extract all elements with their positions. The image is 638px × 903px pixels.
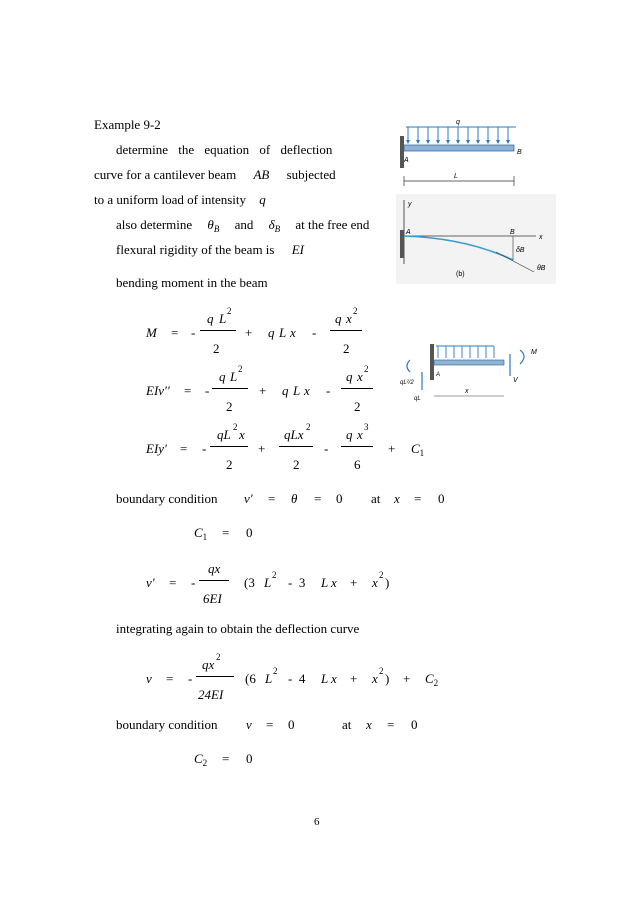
- intro-line-4-text: also determine: [116, 217, 193, 232]
- page-number: 6: [314, 816, 320, 828]
- svg-text:A: A: [404, 157, 409, 164]
- integrate-label: integrating again to obtain the deflection curve: [116, 621, 360, 636]
- svg-text:(b): (b): [456, 271, 465, 278]
- svg-text:B: B: [510, 229, 515, 236]
- end-moment-arrow: [520, 350, 524, 364]
- svg-text:L: L: [454, 173, 458, 180]
- intro-subjected: subjected: [286, 167, 336, 182]
- svg-text:θB: θB: [537, 265, 546, 272]
- svg-text:V: V: [513, 377, 518, 384]
- beam-name: AB: [253, 167, 270, 182]
- svg-text:qL: qL: [414, 396, 421, 402]
- example-heading: Example 9-2: [94, 117, 161, 132]
- load-symbol: q: [259, 192, 266, 207]
- intro-line-5-text: flexural rigidity of the beam is: [116, 242, 275, 257]
- beam: [404, 145, 514, 151]
- theta-b-symbol: $\theta_B$: [207, 217, 220, 234]
- intro-line-3-text: to a uniform load of intensity: [94, 192, 247, 207]
- figure-deflection-curve: [396, 194, 556, 284]
- figure-loaded-beam: [396, 114, 532, 194]
- intro-line-2: [94, 168, 336, 181]
- free-end-text: at the free end: [295, 217, 370, 232]
- length-dimension: [404, 176, 514, 186]
- fbd-beam: [434, 360, 504, 365]
- and-word: and: [234, 217, 254, 232]
- figure-free-body: [400, 338, 550, 408]
- intro-line-4: [116, 217, 370, 234]
- svg-text:B: B: [517, 149, 522, 156]
- fixed-end-moment-arrow: [407, 360, 410, 372]
- intro-line-5: [116, 243, 304, 256]
- rigidity-symbol: EI: [291, 242, 305, 257]
- svg-text:x: x: [465, 388, 469, 395]
- intro-line-2-text: curve for a cantilever beam: [94, 167, 237, 182]
- svg-text:qL²/2: qL²/2: [400, 380, 414, 386]
- svg-text:y: y: [408, 201, 412, 208]
- constant-c1: $C_1$: [411, 441, 425, 458]
- svg-text:δB: δB: [516, 247, 525, 254]
- svg-text:A: A: [436, 372, 441, 378]
- svg-text:A: A: [406, 229, 411, 236]
- svg-text:M: M: [531, 349, 537, 356]
- bending-label: bending moment in the beam: [116, 275, 268, 290]
- fbd-load-arrows: [436, 346, 494, 358]
- intro-line-3: [94, 193, 266, 206]
- fbd-support: [430, 344, 434, 380]
- figure-b-background: [396, 194, 556, 284]
- intro-line-1: determine the equation of deflection: [116, 142, 333, 157]
- distributed-load-arrows: [406, 127, 516, 144]
- fixed-support-b: [400, 230, 404, 258]
- svg-text:x: x: [539, 234, 543, 241]
- delta-b-symbol: $\delta_B$: [268, 217, 281, 234]
- load-label: q: [456, 119, 460, 126]
